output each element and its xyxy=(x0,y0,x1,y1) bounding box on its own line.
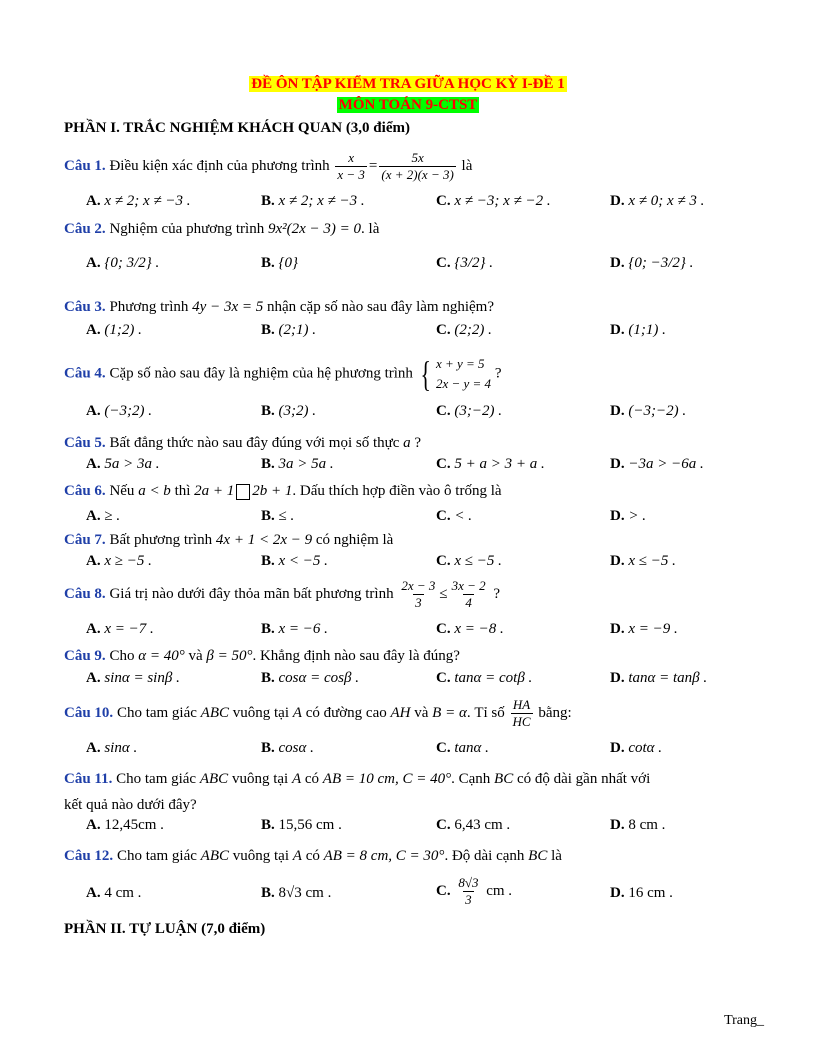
option-a[interactable]: A. sinα = sinβ . xyxy=(86,670,180,686)
option-b[interactable]: B. ≤ . xyxy=(261,508,295,524)
option-a[interactable]: A. 5a > 3a . xyxy=(86,456,160,472)
option-c[interactable]: C. 5 + a > 3 + a . xyxy=(436,456,545,472)
question-4: Câu 4. Cặp số nào sau đây là nghiệm của hệ phương trình { x + y = 5 2x − y = 4 ? xyxy=(64,354,502,394)
option-d[interactable]: D. (−3;−2) . xyxy=(610,403,687,419)
question-4-options xyxy=(86,403,766,427)
question-5-options xyxy=(86,456,766,480)
option-b[interactable]: B. (3;2) . xyxy=(261,403,317,419)
option-c[interactable]: C. {3/2} . xyxy=(436,255,494,271)
blank-box[interactable] xyxy=(236,484,250,500)
option-d[interactable]: D. x ≤ −5 . xyxy=(610,553,676,569)
question-10-options xyxy=(86,740,766,764)
option-c[interactable]: C. x = −8 . xyxy=(436,621,504,637)
option-c[interactable]: C. tanα = cotβ . xyxy=(436,670,533,686)
option-b[interactable]: B. x ≠ 2; x ≠ −3 . xyxy=(261,193,365,209)
question-6-options xyxy=(86,508,766,532)
option-a[interactable]: A. (1;2) . xyxy=(86,322,142,338)
question-11-options xyxy=(86,817,766,841)
document-title: ĐỀ ÔN TẬP KIỂM TRA GIỮA HỌC KỲ I-ĐỀ 1 xyxy=(251,76,565,92)
page-footer: Trang_ xyxy=(724,1013,764,1028)
question-12-options xyxy=(86,875,766,915)
option-c[interactable]: C. tanα . xyxy=(436,740,489,756)
option-b[interactable]: B. (2;1) . xyxy=(261,322,317,338)
option-b[interactable]: B. x < −5 . xyxy=(261,553,328,569)
question-6: Câu 6. Nếu a < b thì 2a + 1 2b + 1. Dấu thích hợp điền vào ô trống là xyxy=(64,483,502,499)
option-b[interactable]: B. cosα . xyxy=(261,740,314,756)
part2-heading: PHẦN II. TỰ LUẬN (7,0 điểm) xyxy=(64,921,266,937)
option-d[interactable]: D. 16 cm . xyxy=(610,885,673,901)
question-9: Câu 9. Cho α = 40° và β = 50°. Khẳng định nào sau đây là đúng? xyxy=(64,648,460,664)
question-7: Câu 7. Bất phương trình 4x + 1 < 2x − 9 có nghiệm là xyxy=(64,532,394,548)
question-3: Câu 3. Phương trình 4y − 3x = 5 nhận cặp số nào sau đây làm nghiệm? xyxy=(64,299,494,315)
option-d[interactable]: D. cotα . xyxy=(610,740,663,756)
option-c[interactable]: C. < . xyxy=(436,508,472,524)
option-d[interactable]: D. x ≠ 0; x ≠ 3 . xyxy=(610,193,705,209)
option-d[interactable]: D. tanα = tanβ . xyxy=(610,670,708,686)
option-c[interactable]: C. 6,43 cm . xyxy=(436,817,511,833)
question-3-options xyxy=(86,322,766,346)
document-subtitle: MÔN TOÁN 9-CTST xyxy=(338,97,478,113)
option-a[interactable]: A. 4 cm . xyxy=(86,885,142,901)
question-12: Câu 12. Cho tam giác ABC vuông tại A có AB = 8 cm, C = 30°. Độ dài cạnh BC là xyxy=(64,848,562,864)
question-11: Câu 11. Cho tam giác ABC vuông tại A có AB = 10 cm, C = 40°. Cạnh BC có độ dài gần nhất với kết quả nào dưới đây? xyxy=(64,771,651,813)
question-7-options xyxy=(86,553,766,577)
option-d[interactable]: D. > . xyxy=(610,508,646,524)
option-b[interactable]: B. 8√3 cm . xyxy=(261,885,332,901)
option-a[interactable]: A. (−3;2) . xyxy=(86,403,152,419)
option-b[interactable]: B. {0} xyxy=(261,255,299,271)
option-a[interactable]: A. {0; 3/2} . xyxy=(86,255,160,271)
question-2: Câu 2. Nghiệm của phương trình 9x²(2x − 3) = 0. là xyxy=(64,221,380,237)
option-b[interactable]: B. cosα = cosβ . xyxy=(261,670,359,686)
option-d[interactable]: D. (1;1) . xyxy=(610,322,666,338)
option-c[interactable]: C. x ≠ −3; x ≠ −2 . xyxy=(436,193,551,209)
question-8-options xyxy=(86,621,766,645)
option-c[interactable]: C. (2;2) . xyxy=(436,322,492,338)
question-1-options xyxy=(86,193,766,217)
option-a[interactable]: A. x = −7 . xyxy=(86,621,154,637)
option-c[interactable]: C. x ≤ −5 . xyxy=(436,553,502,569)
question-5: Câu 5. Bất đẳng thức nào sau đây đúng với mọi số thực a ? xyxy=(64,435,422,451)
question-8: Câu 8. Giá trị nào dưới đây thỏa mãn bất phương trình $\frac{2x - 3}{3}$ ≤ $\frac{3x - 2}{4}$ ? xyxy=(64,578,501,610)
option-a[interactable]: A. sinα . xyxy=(86,740,138,756)
option-a[interactable]: A. x ≠ 2; x ≠ −3 . xyxy=(86,193,191,209)
option-d[interactable]: D. x = −9 . xyxy=(610,621,678,637)
option-a[interactable]: A. ≥ . xyxy=(86,508,121,524)
option-b[interactable]: B. 3a > 5a . xyxy=(261,456,334,472)
question-10: Câu 10. Cho tam giác ABC vuông tại A có đường cao AH và B = α. Tỉ số $\frac{HA}{HC}$ bằng: xyxy=(64,697,572,729)
option-d[interactable]: D. {0; −3/2} . xyxy=(610,255,694,271)
option-c[interactable]: C. (3;−2) . xyxy=(436,403,502,419)
part1-heading: PHẦN I. TRẮC NGHIỆM KHÁCH QUAN (3,0 điểm) xyxy=(64,120,410,136)
option-a[interactable]: A. x ≥ −5 . xyxy=(86,553,152,569)
question-9-options xyxy=(86,670,766,694)
option-b[interactable]: B. 15,56 cm . xyxy=(261,817,342,833)
question-1: Câu 1. Điều kiện xác định của phương trình $\frac{x}{x - 3}$ = $\frac{5x}{(x + 2)(x - 3)}$ là xyxy=(64,150,473,182)
option-a[interactable]: A. 12,45cm . xyxy=(86,817,164,833)
option-b[interactable]: B. x = −6 . xyxy=(261,621,328,637)
option-c[interactable]: C. $\frac{8√3}{3}$ cm . xyxy=(436,875,513,907)
option-d[interactable]: D. −3a > −6a . xyxy=(610,456,704,472)
option-d[interactable]: D. 8 cm . xyxy=(610,817,666,833)
question-2-options xyxy=(86,255,766,279)
